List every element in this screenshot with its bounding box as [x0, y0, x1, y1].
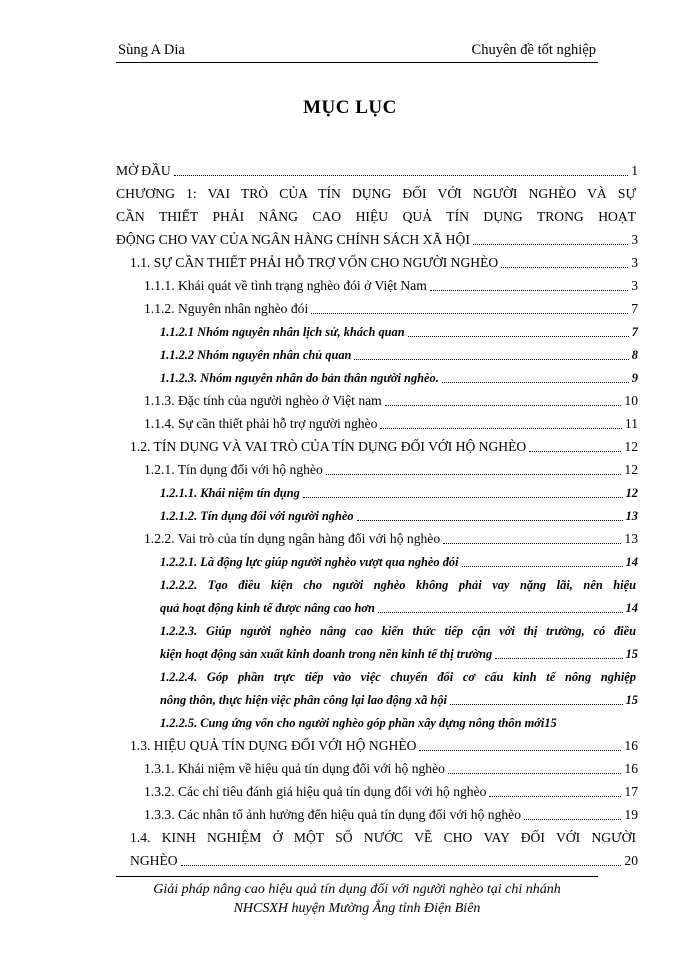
header-doc-type: Chuyên đề tốt nghiệp	[471, 42, 596, 58]
toc-entry-text: kiện hoạt động sản xuất kinh doanh trong nền kinh tế thị trường	[160, 647, 493, 661]
toc-entry-1-2-2-4-line1[interactable]: 1.2.2.4. Góp phần trực tiếp vào việc chuyển đổi cơ cấu kinh tế nông nghiệp	[160, 670, 636, 684]
toc-entry-page: 12	[624, 462, 638, 477]
toc-entry-text: 1.1.2. Nguyên nhân nghèo đói	[144, 301, 309, 316]
toc-leader-dots	[326, 464, 622, 475]
toc-entry-1-2-1-1[interactable]	[160, 482, 638, 504]
toc-leader-dots	[524, 809, 621, 820]
toc-leader-dots	[419, 740, 621, 751]
toc-entry-page: 13	[624, 531, 638, 546]
toc-entry-text: 1.3. HIỆU QUẢ TÍN DỤNG ĐỐI VỚI HỘ NGHÈO	[130, 738, 417, 753]
toc-entry-1-2-1[interactable]	[144, 459, 638, 481]
toc-entry-text: 1.1.4. Sự cần thiết phải hỗ trợ người nghèo	[144, 416, 378, 431]
toc-entry-page: 9	[631, 371, 638, 385]
toc-entry-text: NGHÈO	[130, 853, 178, 868]
toc-entry-page: 15	[544, 716, 557, 730]
toc-entry-1-4-line1[interactable]: 1.4. KINH NGHIỆM Ở MỘT SỐ NƯỚC VỀ CHO VAY ĐỐI VỚI NGƯỜI	[130, 830, 636, 845]
toc-entry-1-2-1-2[interactable]	[160, 505, 638, 527]
toc-entry-text: 1.2.1. Tín dụng đối với hộ nghèo	[144, 462, 323, 477]
toc-leader-dots	[385, 395, 622, 406]
toc-entry-1-3-2[interactable]	[144, 781, 638, 803]
toc-entry-page: 15	[625, 693, 638, 707]
toc-entry-page: 3	[631, 278, 638, 293]
toc-entry-text: 1.2.2.1. Là động lực giúp người nghèo vượt qua nghèo đói	[160, 555, 459, 569]
toc-entry-1-1-2-3[interactable]	[160, 367, 638, 389]
toc-entry-text: 1.1.2.1 Nhóm nguyên nhân lịch sử, khách quan	[160, 325, 405, 339]
toc-leader-dots	[357, 510, 623, 521]
toc-entry-1-1-1[interactable]	[144, 275, 638, 297]
toc-entry-1-1-3[interactable]	[144, 390, 638, 412]
toc-entry-1-2[interactable]	[130, 436, 638, 458]
toc-leader-dots	[529, 441, 621, 452]
toc-entry-page: 7	[631, 325, 638, 339]
toc-entry-text: 1.3.1. Khái niệm về hiệu quả tín dụng đối với hộ nghèo	[144, 761, 445, 776]
toc-entry-page: 17	[624, 784, 638, 799]
toc-entry-text: 1.2.2. Vai trò của tín dụng ngân hàng đối với hộ nghèo	[144, 531, 441, 546]
header-divider	[116, 62, 598, 63]
toc-entry-page: 3	[631, 255, 638, 270]
footer-divider	[116, 876, 598, 877]
toc-entry-1-1[interactable]	[130, 252, 638, 274]
toc-entry-text: 1.2.1.1. Khái niệm tín dụng	[160, 486, 300, 500]
toc-entry-text: MỞ ĐẦU	[116, 163, 171, 178]
toc-leader-dots	[311, 303, 628, 314]
toc-entry-1-2-2[interactable]	[144, 528, 638, 550]
toc-entry-1-4-line2[interactable]	[130, 850, 638, 872]
toc-leader-dots	[462, 556, 623, 567]
toc-entry-text: 1.1.2.2 Nhóm nguyên nhân chủ quan	[160, 348, 352, 362]
toc-entry-page: 8	[631, 348, 638, 362]
toc-leader-dots	[174, 165, 628, 176]
toc-leader-dots	[354, 349, 628, 360]
toc-entry-text: 1.1. SỰ CẦN THIẾT PHẢI HỖ TRỢ VỐN CHO NGƯỜI NGHÈO	[130, 255, 499, 270]
footer-line-2: NHCSXH huyện Mường Ẳng tỉnh Điện Biên	[233, 901, 481, 916]
toc-entry-page: 7	[631, 301, 638, 316]
toc-entry-1-3-1[interactable]	[144, 758, 638, 780]
toc-entry-text: ĐỘNG CHO VAY CỦA NGÂN HÀNG CHÍNH SÁCH XÃ HỘI	[116, 232, 470, 247]
toc-entry-text: 1.1.3. Đặc tính của người nghèo ở Việt nam	[144, 393, 382, 408]
footer-line-1: Giải pháp nâng cao hiệu quả tín dụng đối với người nghèo tại chi nhánh	[153, 882, 561, 897]
toc-entry-chapter1-line2[interactable]: CẦN THIẾT PHẢI NÂNG CAO HIỆU QUẢ TÍN DỤNG TRONG HOẠT	[116, 209, 636, 224]
page-footer	[110, 880, 604, 918]
toc-entry-1-1-2-2[interactable]	[160, 344, 638, 366]
toc-entry-1-1-2-1[interactable]	[160, 321, 638, 343]
toc-entry-text: 1.2. TÍN DỤNG VÀ VAI TRÒ CỦA TÍN DỤNG ĐỐI VỚI HỘ NGHÈO	[130, 439, 527, 454]
toc-entry-mo-dau[interactable]	[116, 160, 638, 182]
toc-entry-text: 1.3.3. Các nhân tố ảnh hưởng đến hiệu quả tín dụng đối với hộ nghèo	[144, 807, 522, 822]
toc-leader-dots	[378, 602, 623, 613]
toc-entry-1-3-3[interactable]	[144, 804, 638, 826]
toc-entry-page: 15	[625, 647, 638, 661]
toc-entry-chapter1-line1[interactable]: CHƯƠNG 1: VAI TRÒ CỦA TÍN DỤNG ĐỐI VỚI NGƯỜI NGHÈO VÀ SỰ	[116, 186, 636, 201]
toc-entry-page: 13	[625, 509, 638, 523]
toc-entry-text: 1.2.2.5. Cung ứng vốn cho người nghèo góp phần xây dựng nông thôn mới	[160, 716, 545, 730]
toc-leader-dots	[408, 326, 629, 337]
toc-leader-dots	[450, 694, 623, 705]
toc-entry-1-2-2-1[interactable]	[160, 551, 638, 573]
toc-entry-1-1-4[interactable]	[144, 413, 638, 435]
toc-entry-page: 1	[631, 163, 638, 178]
toc-leader-dots	[448, 763, 621, 774]
toc-entry-text: nông thôn, thực hiện việc phân công lại lao động xã hội	[160, 693, 447, 707]
toc-entry-page: 14	[625, 555, 638, 569]
toc-entry-page: 3	[631, 232, 638, 247]
toc-entry-text: 1.3.2. Các chỉ tiêu đánh giá hiệu quả tín dụng đối với hộ nghèo	[144, 784, 487, 799]
toc-leader-dots	[181, 855, 622, 866]
toc-entry-1-2-2-3-line1[interactable]: 1.2.2.3. Giúp người nghèo nâng cao kiến thức tiếp cận với thị trường, có điều	[160, 624, 636, 638]
toc-entry-page: 10	[624, 393, 638, 408]
toc-entry-page: 20	[624, 853, 638, 868]
toc-leader-dots	[430, 280, 628, 291]
toc-leader-dots	[303, 487, 623, 498]
header-author: Sùng A Dia	[118, 42, 185, 58]
toc-entry-page: 19	[624, 807, 638, 822]
toc-entry-page: 12	[625, 486, 638, 500]
toc-entry-page: 14	[625, 601, 638, 615]
toc-entry-1-2-2-4-line2[interactable]	[160, 689, 638, 711]
toc-leader-dots	[443, 533, 621, 544]
page-title: MỤC LỤC	[303, 97, 397, 118]
toc-leader-dots	[380, 418, 622, 429]
toc-entry-page: 16	[624, 761, 638, 776]
toc-entry-1-1-2[interactable]	[144, 298, 638, 320]
toc-entry-page: 11	[624, 416, 638, 431]
toc-leader-dots	[489, 786, 621, 797]
toc-entry-1-2-2-5[interactable]	[160, 712, 638, 734]
toc-entry-1-2-2-2-line2[interactable]	[160, 597, 638, 619]
toc-leader-dots	[442, 372, 629, 383]
toc-leader-dots	[473, 234, 628, 245]
toc-entry-text: 1.2.1.2. Tín dụng đối với người nghèo	[160, 509, 354, 523]
toc-leader-dots	[495, 648, 622, 659]
toc-entry-1-3[interactable]	[130, 735, 638, 757]
toc-entry-page: 16	[624, 738, 638, 753]
toc-entry-1-2-2-2-line1[interactable]: 1.2.2.2. Tạo điều kiện cho người nghèo không phải vay nặng lãi, nên hiệu	[160, 578, 636, 592]
toc-leader-dots	[501, 257, 628, 268]
toc-entry-text: quả hoạt động kinh tế được nâng cao hơn	[160, 601, 375, 615]
toc-entry-text: 1.1.2.3. Nhóm nguyên nhân do bản thân người nghèo.	[160, 371, 439, 385]
toc-entry-chapter1-line3[interactable]	[116, 229, 638, 251]
toc-entry-page: 12	[624, 439, 638, 454]
toc-entry-1-2-2-3-line2[interactable]	[160, 643, 638, 665]
toc-entry-text: 1.1.1. Khái quát về tình trạng nghèo đói ở Việt Nam	[144, 278, 427, 293]
